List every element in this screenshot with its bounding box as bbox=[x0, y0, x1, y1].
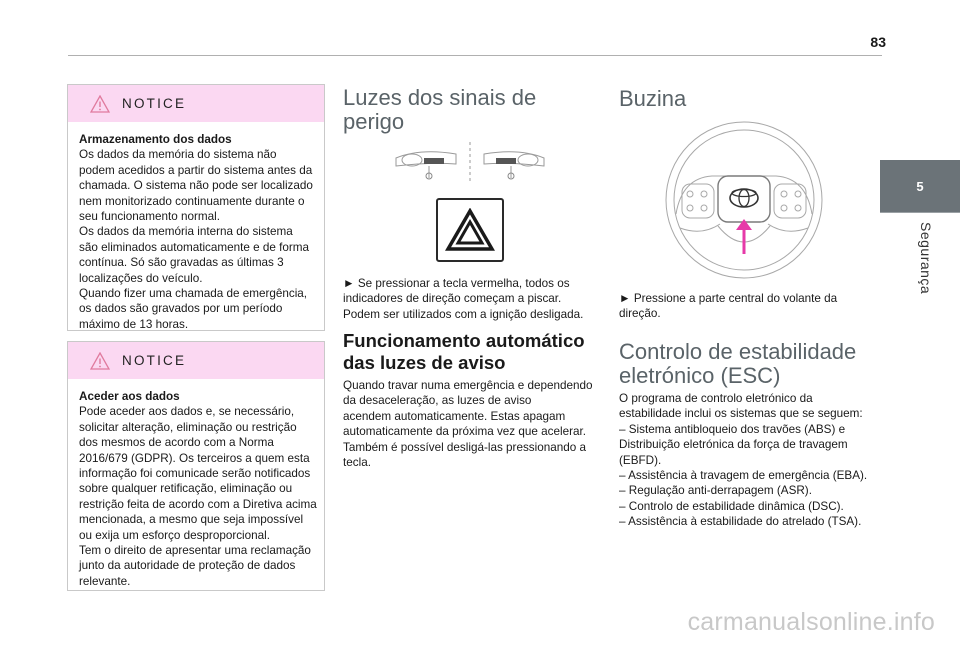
title-line: Luzes dos sinais de bbox=[343, 85, 537, 110]
notice-box-data-access bbox=[67, 341, 325, 591]
notice-line: chamada. O sistema não pode ser localizado bbox=[79, 179, 313, 193]
text-line: – Controlo de estabilidade dinâmica (DSC). bbox=[619, 499, 844, 513]
hazard-button-illustration bbox=[436, 198, 504, 262]
esc-title bbox=[619, 340, 879, 388]
notice-line: localizações do veículo. bbox=[79, 271, 203, 285]
notice-body bbox=[68, 379, 324, 597]
notice-header bbox=[68, 85, 324, 122]
notice-line: podem acedidos a partir do sistema antes da bbox=[79, 163, 313, 177]
hazard-section bbox=[343, 86, 603, 134]
notice-line: seu funcionamento normal. bbox=[79, 210, 220, 224]
text-line: O programa de controlo eletrónico da bbox=[619, 392, 813, 405]
auto-hazard-title bbox=[343, 330, 608, 374]
notice-box-data-storage bbox=[67, 84, 325, 331]
notice-line: Quando fizer uma chamada de emergência, bbox=[79, 287, 308, 301]
notice-line: são eliminados automaticamente e de forma bbox=[79, 240, 309, 254]
text-line: Quando travar numa emergência e dependendo bbox=[343, 379, 593, 392]
hazard-title bbox=[343, 86, 603, 134]
horn-instruction bbox=[619, 291, 879, 322]
notice-header bbox=[68, 342, 324, 379]
top-rule bbox=[68, 55, 882, 56]
text-line: – Assistência à travagem de emergência (EBA). bbox=[619, 469, 868, 483]
notice-line: máximo de 13 horas. bbox=[79, 317, 189, 331]
title-line: Funcionamento automático bbox=[343, 330, 585, 351]
text-line: automaticamente da próxima vez que acelerar. bbox=[343, 425, 586, 439]
notice-heading: Aceder aos dados bbox=[79, 390, 180, 403]
notice-line: dos mesmos de acordo com a Norma bbox=[79, 436, 274, 450]
warning-icon bbox=[90, 352, 110, 370]
text-line: Distribuição eletrónica da força de travagem bbox=[619, 438, 848, 452]
notice-line: Pode aceder aos dados e, se necessário, bbox=[79, 405, 295, 419]
title-line: eletrónico (ESC) bbox=[619, 363, 781, 388]
text-line: Também é possível desligá-las pressionando a bbox=[343, 440, 586, 454]
instruction-line: ► Pressione a parte central do volante da bbox=[619, 292, 838, 305]
notice-line: relevante. bbox=[79, 574, 131, 588]
watermark: carmanualsonline.info bbox=[687, 608, 935, 636]
text-line: tecla. bbox=[343, 456, 371, 470]
text-line: da desaceleração, as luzes de aviso bbox=[343, 394, 532, 408]
hazard-instruction bbox=[343, 276, 603, 322]
text-line: estabilidade inclui os sistemas que se seguem: bbox=[619, 407, 863, 421]
instruction-line: ► Se pressionar a tecla vermelha, todos os bbox=[343, 277, 570, 290]
title-line: das luzes de aviso bbox=[343, 352, 506, 373]
instruction-line: direção. bbox=[619, 307, 661, 321]
notice-line: mencionada, a mesmo que seja impossível bbox=[79, 513, 304, 527]
notice-line: ou exija um esforço desproporcional. bbox=[79, 528, 271, 542]
text-line: – Sistema antibloqueio dos travões (ABS) e bbox=[619, 422, 846, 436]
horn-title: Buzina bbox=[619, 86, 687, 111]
esc-text bbox=[619, 391, 881, 530]
text-line: – Assistência à estabilidade do atrelado (TSA). bbox=[619, 515, 862, 529]
tab-divider bbox=[880, 212, 960, 213]
notice-line: Os dados da memória do sistema não bbox=[79, 148, 277, 162]
page-number: 83 bbox=[870, 34, 886, 50]
dashboard-illustration bbox=[390, 140, 550, 185]
notice-body bbox=[68, 122, 324, 340]
notice-heading: Armazenamento dos dados bbox=[79, 133, 232, 146]
notice-line: junto da autoridade de proteção de dados bbox=[79, 559, 296, 573]
warning-icon bbox=[90, 95, 110, 113]
chapter-number: 5 bbox=[916, 178, 924, 194]
instruction-line: indicadores de direção começam a piscar. bbox=[343, 292, 562, 306]
text-line: – Regulação anti-derrapagem (ASR). bbox=[619, 484, 812, 498]
title-line: Controlo de estabilidade bbox=[619, 339, 857, 364]
text-line: acendem automaticamente. Estas apagam bbox=[343, 409, 566, 423]
text-line: (EBFD). bbox=[619, 453, 662, 467]
steering-wheel-illustration bbox=[662, 118, 827, 283]
chapter-tab[interactable] bbox=[880, 160, 960, 212]
notice-line: 2016/679 (GDPR). Os terceiros a quem esta bbox=[79, 451, 310, 465]
hazard-triangle-icon bbox=[445, 208, 495, 252]
notice-title: NOTICE bbox=[122, 96, 187, 111]
notice-line: solicitar alteração, eliminação ou restrição bbox=[79, 420, 297, 434]
notice-line: contínua. Só são gravadas as últimas 3 bbox=[79, 256, 284, 270]
instruction-line: Podem ser utilizados com a ignição desligada. bbox=[343, 307, 584, 321]
notice-line: Os dados da memória interna do sistema bbox=[79, 225, 293, 239]
title-line: perigo bbox=[343, 109, 405, 134]
notice-line: sobre qualquer retificação, eliminação ou bbox=[79, 482, 293, 496]
notice-line: os dados são gravados por um período bbox=[79, 302, 283, 316]
notice-line: informação foi comunicade serão notificados bbox=[79, 467, 311, 481]
notice-line: restrição feita de acordo com a Diretiva acima bbox=[79, 497, 317, 511]
notice-line: nem monitorizado continuamente durante o bbox=[79, 194, 305, 208]
notice-line: Tem o direito de apresentar uma reclamação bbox=[79, 544, 311, 558]
chapter-title: Segurança bbox=[918, 222, 934, 295]
auto-hazard-text bbox=[343, 378, 603, 470]
notice-title: NOTICE bbox=[122, 353, 187, 368]
